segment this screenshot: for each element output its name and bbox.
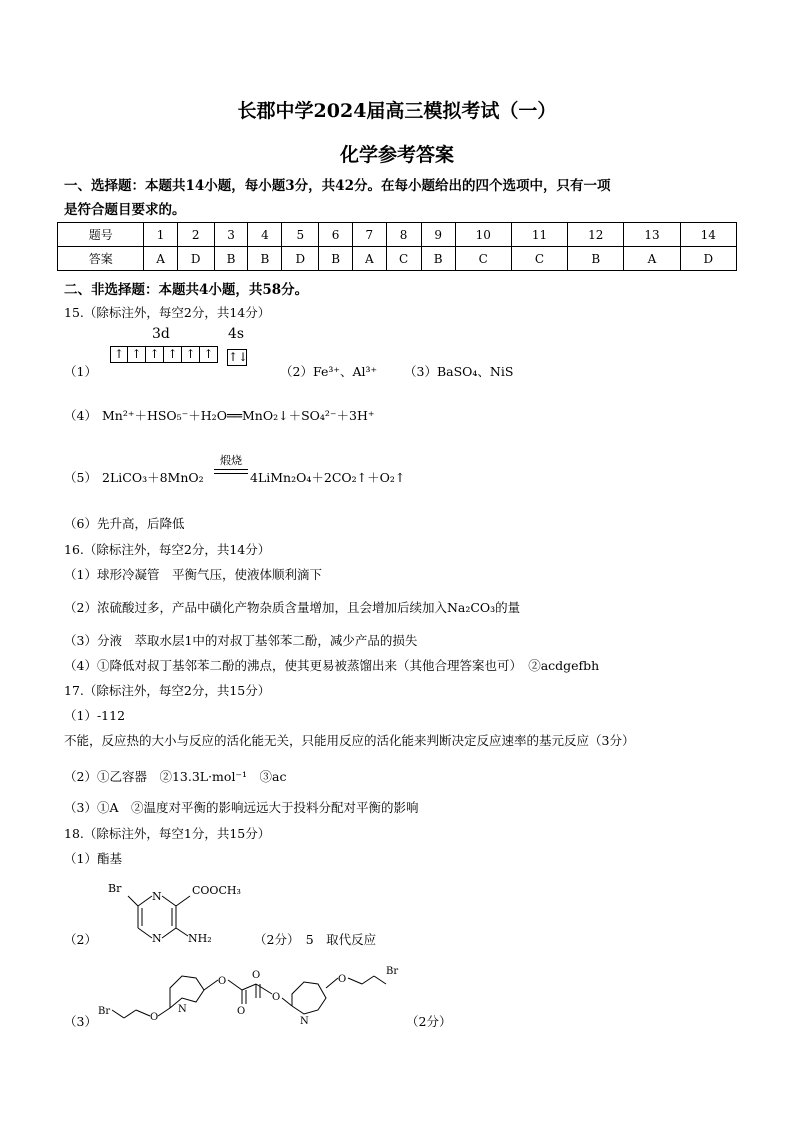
table-row-answers xyxy=(58,247,737,271)
atom-n: N xyxy=(300,1016,309,1027)
atom-n: N xyxy=(152,890,162,903)
orbital-3d-boxes xyxy=(110,346,218,363)
table-cell: D xyxy=(680,247,736,271)
q17-header: 17.（除标注外，每空2分，共15分） xyxy=(64,683,271,698)
page-subtitle: 化学参考答案 xyxy=(339,144,454,166)
q18-header: 18.（除标注外，每空1分，共15分） xyxy=(64,826,271,841)
table-cell: C xyxy=(455,247,511,271)
q18-p2-label: （2） xyxy=(64,932,97,947)
atom-o: O xyxy=(218,976,227,987)
table-cell: B xyxy=(421,247,455,271)
q15-p2: （2）Fe³⁺、Al³⁺ xyxy=(280,364,378,379)
table-cell: 12 xyxy=(568,223,624,247)
q17-p1: （1）-112 xyxy=(64,708,126,723)
orbital-box: ↑ xyxy=(164,346,182,363)
atom-n: N xyxy=(152,932,162,945)
table-cell: B xyxy=(319,247,353,271)
table-cell: 10 xyxy=(455,223,511,247)
orbital-box: ↑ xyxy=(200,346,218,363)
atom-o: O xyxy=(150,1012,159,1023)
table-cell: C xyxy=(386,247,421,271)
q17-p2: （2）①乙容器 ②13.3L·mol⁻¹ ③ac xyxy=(64,769,287,784)
table-cell: B xyxy=(568,247,624,271)
table-cell: D xyxy=(282,247,319,271)
table-cell: C xyxy=(511,247,567,271)
equal-line-top xyxy=(214,469,248,470)
table-row-numbers xyxy=(58,223,737,247)
atom-n: N xyxy=(178,1004,187,1015)
row-label-answer: 答案 xyxy=(58,247,144,271)
table-cell: D xyxy=(177,247,214,271)
q15-p3: （3）BaSO₄、NiS xyxy=(404,364,514,379)
atom-br: Br xyxy=(386,966,399,977)
q17-p1b: 不能，反应热的大小与反应的活化能无关，只能用反应的活化能来判断决定反应速率的基元反应（3分） xyxy=(64,733,635,748)
q18-p2-tail: （2分） 5 取代反应 xyxy=(254,932,377,947)
atom-o: O xyxy=(272,992,281,1003)
group-cooch3: COOCH₃ xyxy=(192,884,241,897)
orbital-label-4s: 4s xyxy=(228,326,245,342)
atom-br: Br xyxy=(108,882,122,895)
section2-heading: 二、非选择题：本题共4小题，共58分。 xyxy=(64,282,309,298)
table-cell: 7 xyxy=(353,223,386,247)
orbital-box: ↑ xyxy=(128,346,146,363)
q18-p3-label: （3） xyxy=(64,1014,97,1029)
q15-p4-label: （4） xyxy=(64,408,97,423)
table-cell: 5 xyxy=(282,223,319,247)
table-cell: 9 xyxy=(421,223,455,247)
q15-p1-label: （1） xyxy=(64,364,97,379)
equal-line-bottom xyxy=(214,473,248,474)
q16-p3: （3）分液 萃取水层1中的对叔丁基邻苯二酚，减少产品的损失 xyxy=(64,633,418,648)
orbital-4s-box xyxy=(227,346,247,366)
orbital-label-3d: 3d xyxy=(152,326,170,342)
q15-p6: （6）先升高，后降低 xyxy=(64,516,185,531)
table-cell: 1 xyxy=(144,223,177,247)
table-cell: A xyxy=(624,247,680,271)
table-cell: 11 xyxy=(511,223,567,247)
atom-o: O xyxy=(252,970,261,981)
q15-p5-label: （5） xyxy=(64,470,97,485)
table-cell: A xyxy=(144,247,177,271)
orbital-box: ↑ xyxy=(182,346,200,363)
table-cell: 8 xyxy=(386,223,421,247)
table-cell: B xyxy=(214,247,248,271)
q15-header: 15.（除标注外，每空2分，共14分） xyxy=(64,305,271,320)
q18-p1: （1）酯基 xyxy=(64,851,122,866)
table-cell: 3 xyxy=(214,223,248,247)
q16-p4: （4）①降低对叔丁基邻苯二酚的沸点，使其更易被蒸馏出来（其他合理答案也可） ②acdgefbh xyxy=(64,658,600,673)
page-title: 长郡中学2024届高三模拟考试（一） xyxy=(237,100,557,122)
table-cell: 13 xyxy=(624,223,680,247)
table-cell: A xyxy=(353,247,386,271)
group-nh2: NH₂ xyxy=(188,932,212,945)
q18-p3-tail: （2分） xyxy=(406,1014,452,1029)
table-cell: 6 xyxy=(319,223,353,247)
table-cell: 4 xyxy=(248,223,282,247)
table-cell: B xyxy=(248,247,282,271)
q16-header: 16.（除标注外，每空2分，共14分） xyxy=(64,542,271,557)
atom-o: O xyxy=(237,1006,246,1017)
orbital-box: ↑ xyxy=(110,346,128,363)
section1-heading-line2: 是符合题目要求的。 xyxy=(64,202,186,218)
section1-heading-line1: 一、选择题：本题共14小题，每小题3分，共42分。在每小题给出的四个选项中，只有一项 xyxy=(64,178,611,194)
answer-table xyxy=(57,222,737,271)
q15-p4-equation: Mn²⁺＋HSO₅⁻＋H₂O══MnO₂↓＋SO₄²⁻＋3H⁺ xyxy=(102,408,375,423)
pyrazine-structure xyxy=(100,872,260,952)
atom-br: Br xyxy=(98,1006,111,1017)
q15-p5-condition: 煅烧 xyxy=(220,454,242,467)
q16-p2: （2）浓硫酸过多，产品中磺化产物杂质含量增加，且会增加后续加入Na₂CO₃的量 xyxy=(64,600,521,615)
orbital-box: ↑ xyxy=(146,346,164,363)
q16-p1: （1）球形冷凝管 平衡气压，使液体顺利滴下 xyxy=(64,567,322,582)
orbital-box: ↑↓ xyxy=(228,350,249,364)
table-cell: 2 xyxy=(177,223,214,247)
row-label-number: 题号 xyxy=(58,223,144,247)
bis-pyrimidine-structure xyxy=(92,958,412,1038)
q15-p5-left: 2LiCO₃＋8MnO₂ xyxy=(102,470,204,485)
table-cell: 14 xyxy=(680,223,736,247)
q17-p3: （3）①A ②温度对平衡的影响远远大于投料分配对平衡的影响 xyxy=(64,800,419,815)
q15-p5-right: 4LiMn₂O₄＋2CO₂↑＋O₂↑ xyxy=(250,470,406,485)
atom-o: O xyxy=(338,974,347,985)
